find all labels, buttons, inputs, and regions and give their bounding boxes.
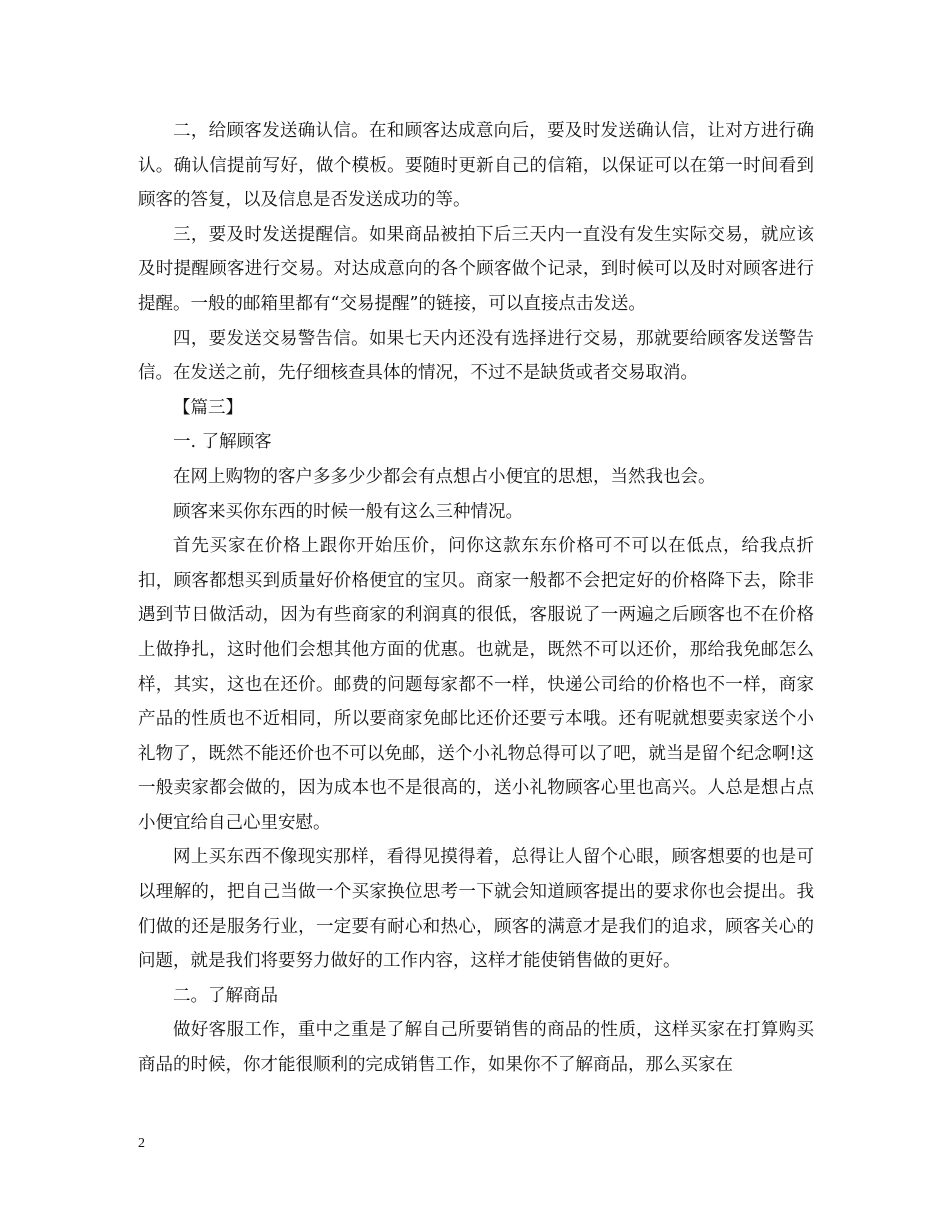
paragraph-reminder-letter: 三，要及时发送提醒信。如果商品被拍下后三天内一直没有发生实际交易，就应该及时提醒顾客进行交易。对达成意向的各个顾客做个记录，到时候可以及时对顾客进行提醒。一般的邮箱里都有“交易提醒”的链接，可以直接点击发送。 xyxy=(138,224,814,314)
paragraph-online-shopping: 网上买东西不像现实那样，看得见摸得着，总得让人留个心眼，顾客想要的也是可以理解的，把自己当做一个买家换位思考一下就会知道顾客提出的要求你也会提出。我们做的还是服务行业，一定要有耐心和热心，顾客的满意才是我们的追求，顾客关心的问题，就是我们将要努力做好的工作内容，这样才能使销售做的更好。 xyxy=(138,847,814,972)
paragraph-three-situations: 顾客来买你东西的时候一般有这么三种情况。 xyxy=(173,501,523,522)
subheading-understand-products: 二。了解商品 xyxy=(173,985,278,1006)
page-number: 2 xyxy=(138,1136,145,1151)
section-heading-part-three: 【篇三】 xyxy=(173,397,243,418)
paragraph-price-bargaining: 首先买家在价格上跟你开始压价，问你这款东东价格可不可以在低点，给我点折扣，顾客都想买到质量好价格便宜的宝贝。商家一般都不会把定好的价格降下去，除非遇到节日做活动，因为有些商家的利润真的很低，客服说了一两遍之后顾客也不在价格上做挣扎，这时他们会想其他方面的优惠。也就是，既然不可以还价，那给我免邮怎么样，其实，这也在还价。邮费的问题每家都不一样，快递公司给的价格也不一样，商家产品的性质也不近相同，所以要商家免邮比还价还要亏本哦。还有呢就想要卖家送个小礼物了，既然不能还价也不可以免邮，送个小礼物总得可以了吧，就当是留个纪念啊!这一般卖家都会做的，因为成本也不是很高的，送小礼物顾客心里也高兴。人总是想占点小便宜给自己心里安慰。 xyxy=(138,536,814,833)
paragraph-customer-mindset: 在网上购物的客户多多少少都会有点想占小便宜的思想，当然我也会。 xyxy=(173,466,716,487)
paragraph-warning-letter: 四，要发送交易警告信。如果七天内还没有选择进行交易，那就要给顾客发送警告信。在发送之前，先仔细核查具体的情况，不过不是缺货或者交易取消。 xyxy=(138,328,814,384)
subheading-understand-customers: 一. 了解顾客 xyxy=(173,432,272,453)
paragraph-confirmation-letter: 二，给顾客发送确认信。在和顾客达成意向后，要及时发送确认信，让对方进行确认。确认信提前写好，做个模板。要随时更新自己的信箱，以保证可以在第一时间看到顾客的答复，以及信息是否发送成功的等。 xyxy=(138,121,814,211)
document-body xyxy=(138,114,814,1083)
paragraph-product-knowledge: 做好客服工作，重中之重是了解自己所要销售的商品的性质，这样买家在打算购买商品的时候，你才能很顺利的完成销售工作，如果你不了解商品，那么买家在 xyxy=(138,1020,814,1076)
